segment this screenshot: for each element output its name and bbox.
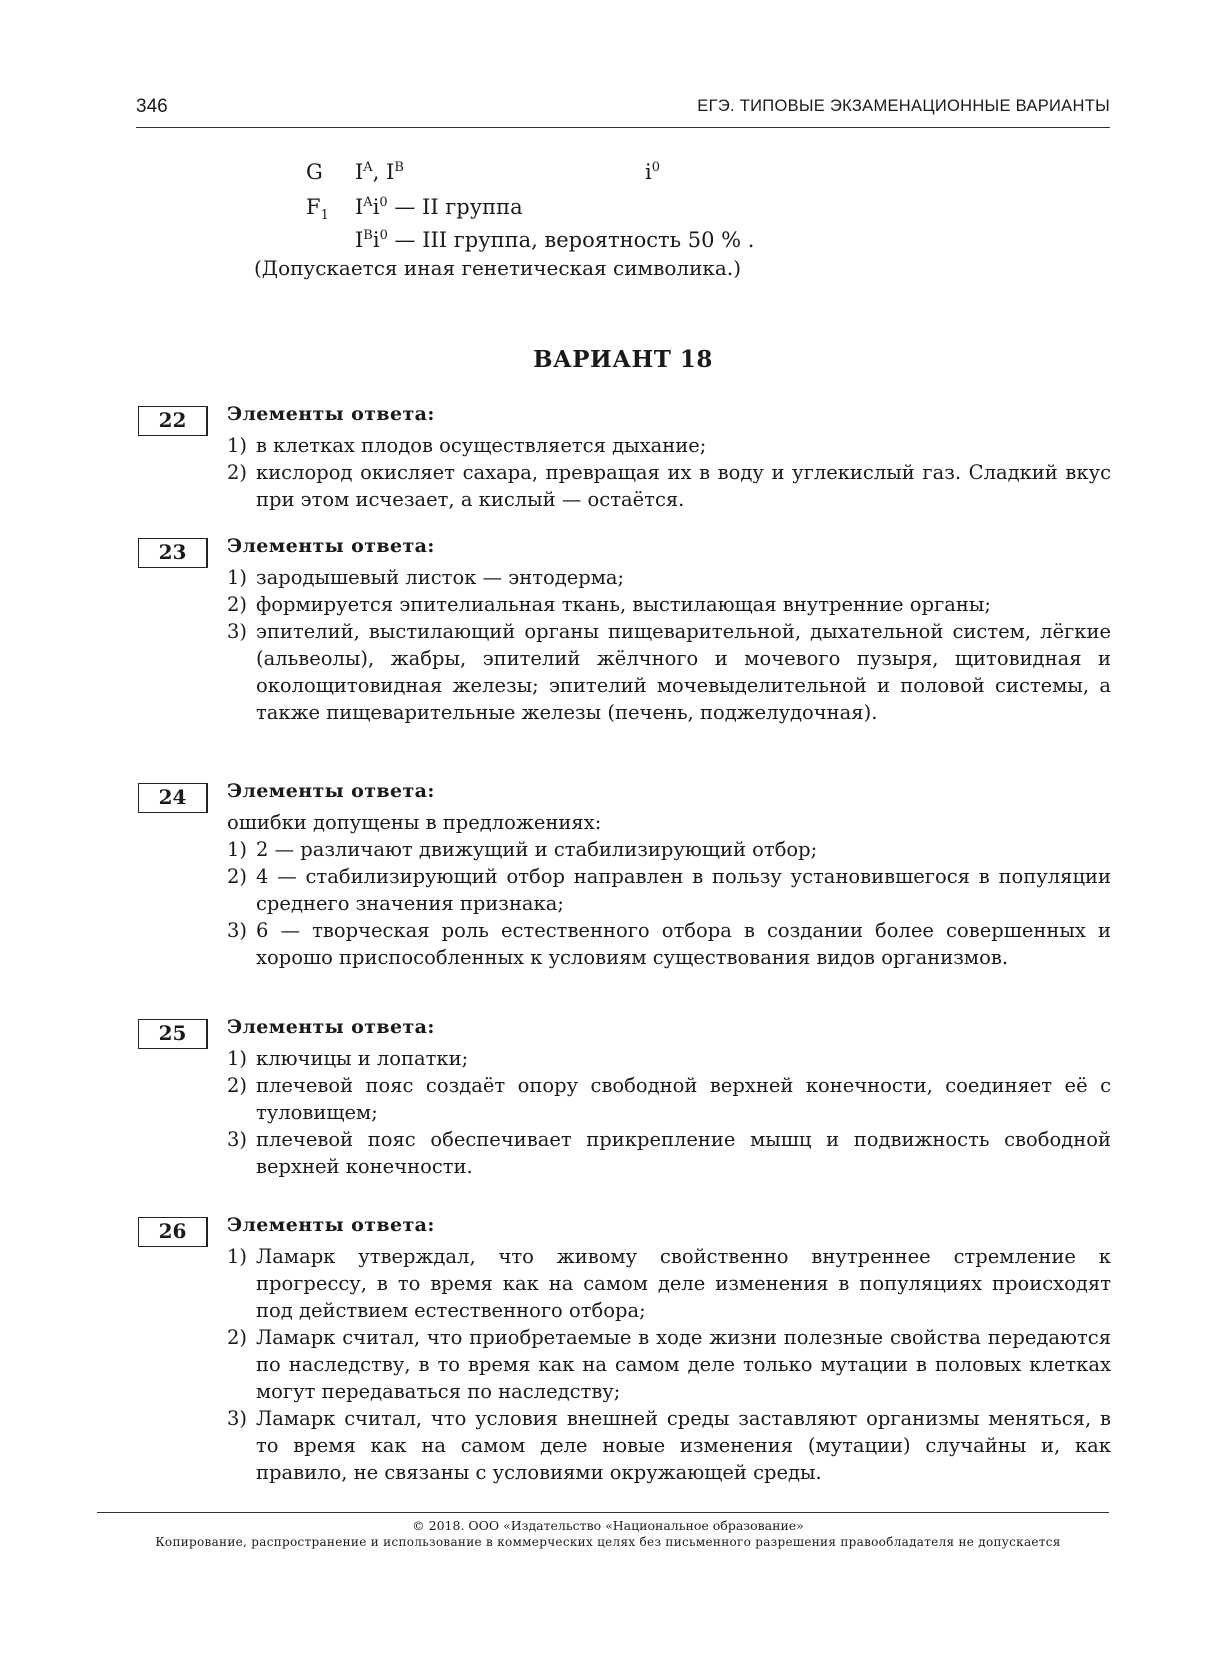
answer-list bbox=[227, 809, 1111, 971]
task-number-box: 25 bbox=[138, 1019, 208, 1049]
running-title: ЕГЭ. ТИПОВЫЕ ЭКЗАМЕНАЦИОННЫЕ ВАРИАНТЫ bbox=[697, 97, 1110, 115]
list-item: 2) 4 — стабилизирующий отбор направлен в пользу установившегося в популяции среднего значения признака; bbox=[227, 865, 1111, 915]
answer-elements-heading: Элементы ответа: bbox=[227, 1016, 435, 1038]
list-item: 2) плечевой пояс создаёт опору свободной верхней конечности, соединяет её с туловищем; bbox=[227, 1074, 1111, 1124]
list-item: 3) Ламарк считал, что условия внешней среды заставляют организмы меняться, в то время как на самом деле новые изменения (мутации) случайны и, как правило, не связаны с условиями окружающей среды. bbox=[227, 1407, 1111, 1484]
list-item: 1) 2 — различают движущий и стабилизирующий отбор; bbox=[227, 838, 818, 861]
answer-list bbox=[227, 1045, 1111, 1180]
gametes-parent1: $I^A$, $I^B$ bbox=[355, 160, 404, 184]
list-item: 2) кислород окисляет сахара, превращая их в воду и углекислый газ. Сладкий вкус при этом исчезает, а кислый — остаётся. bbox=[227, 461, 1111, 511]
list-item: 1) в клетках плодов осуществляется дыхание; bbox=[227, 434, 707, 457]
symbolics-note: (Допускается иная генетическая символика.) bbox=[254, 256, 742, 280]
answer-elements-heading: Элементы ответа: bbox=[227, 1214, 435, 1236]
list-item: 3) плечевой пояс обеспечивает прикрепление мышц и подвижность свободной верхней конечности. bbox=[227, 1128, 1111, 1178]
f1-offspring-2: $I^Bi^0$ — III группа, вероятность 50 % . bbox=[355, 228, 755, 252]
list-item: 1) ключицы и лопатки; bbox=[227, 1047, 469, 1070]
footer-notice: Копирование, распространение и использование в коммерческих целях без письменного разрешения правообладателя не допускается bbox=[155, 1535, 1061, 1549]
list-lead: ошибки допущены в предложениях: bbox=[227, 811, 602, 834]
gametes-parent2: $i^0$ bbox=[645, 160, 660, 184]
f1-label: $F_1$ bbox=[306, 195, 329, 223]
task-number-box: 24 bbox=[138, 783, 208, 813]
page-number: 346 bbox=[136, 96, 168, 117]
list-item: 2) Ламарк считал, что приобретаемые в ходе жизни полезные свойства передаются по наследству, в то время как на самом деле только мутации в половых клетках могут передаваться по наследству; bbox=[227, 1326, 1111, 1403]
footer-copyright: © 2018. ООО «Издательство «Национальное образование» bbox=[412, 1518, 804, 1533]
list-item: 1) Ламарк утверждал, что живому свойственно внутреннее стремление к прогрессу, в то время как на самом деле изменения в популяциях происходят под действием естественного отбора; bbox=[227, 1245, 1111, 1322]
list-item: 1) зародышевый листок — энтодерма; bbox=[227, 566, 625, 589]
page-header bbox=[136, 94, 1110, 128]
task-number-box: 22 bbox=[138, 406, 208, 436]
answer-elements-heading: Элементы ответа: bbox=[227, 403, 435, 425]
answer-list bbox=[227, 1243, 1111, 1486]
footer-divider bbox=[97, 1512, 1109, 1513]
answer-list bbox=[227, 432, 1111, 513]
task-number-box: 26 bbox=[138, 1217, 208, 1247]
answer-elements-heading: Элементы ответа: bbox=[227, 535, 435, 557]
list-item: 2) формируется эпителиальная ткань, выстилающая внутренние органы; bbox=[227, 593, 991, 616]
f1-offspring-1: $I^Ai^0$ — II группа bbox=[355, 195, 523, 219]
answer-elements-heading: Элементы ответа: bbox=[227, 780, 435, 802]
list-item: 3) эпителий, выстилающий органы пищеварительной, дыхательной систем, лёгкие (альвеолы), жабры, эпителий жёлчного и мочевого пузыря, щитовидная и околощитовидная железы; эпителий мочевыделительной и половой системы, а также пищеварительные железы (печень, поджелудочная). bbox=[227, 620, 1111, 724]
list-item: 3) 6 — творческая роль естественного отбора в создании более совершенных и хорошо приспособленных к условиям существования видов организмов. bbox=[227, 919, 1111, 969]
task-number-box: 23 bbox=[138, 538, 208, 568]
answer-list bbox=[227, 564, 1111, 726]
variant-title: ВАРИАНТ 18 bbox=[533, 346, 713, 373]
gametes-label: G bbox=[306, 160, 323, 184]
